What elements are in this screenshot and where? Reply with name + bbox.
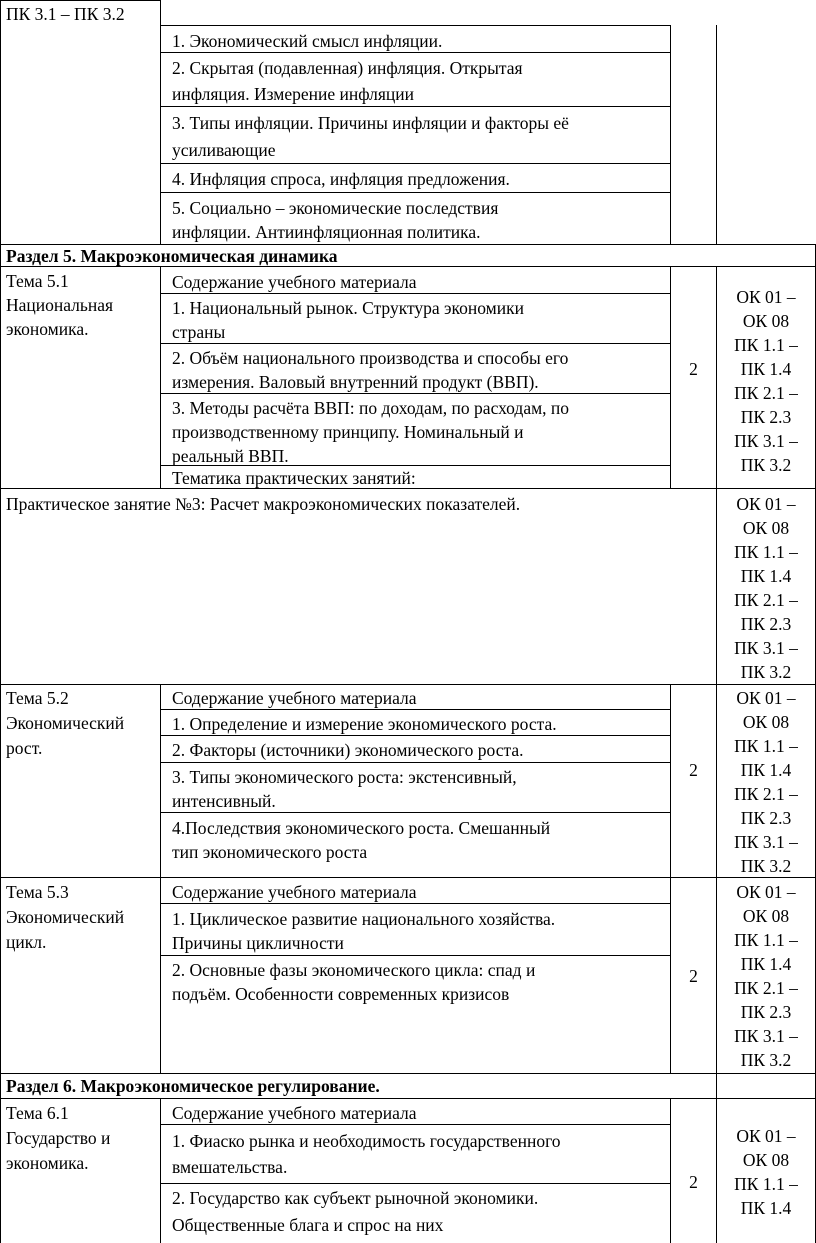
rule	[160, 1183, 670, 1184]
competency-code: ПК 1.1 –	[734, 736, 798, 756]
content-item: 1. Определение и измерение экономического роста.	[172, 714, 557, 734]
topic-title: Тема 5.1	[6, 271, 69, 291]
competency-code: ОК 08	[742, 712, 790, 732]
content-header: Содержание учебного материала	[172, 272, 417, 292]
content-header: Содержание учебного материала	[172, 688, 417, 708]
competency-code: ПК 3.2	[740, 856, 792, 876]
content-item: 4.Последствия экономического роста. Смешанный	[172, 818, 551, 838]
rule	[0, 0, 1, 1243]
content-item: 1. Фиаско рынка и необходимость государственного	[172, 1131, 561, 1151]
rule	[160, 684, 161, 1073]
rule	[0, 684, 816, 685]
content-item: 5. Социально – экономические последствия	[172, 198, 499, 218]
competency-code: ОК 08	[742, 518, 790, 538]
content-item: реальный ВВП.	[172, 446, 289, 466]
competency-code: ПК 1.4	[740, 954, 792, 974]
competency-code: ПК 3.1 –	[734, 832, 798, 852]
topic-title: цикл.	[6, 932, 47, 952]
rule	[160, 343, 670, 344]
content-item: 1. Циклическое развитие национального хозяйства.	[172, 909, 556, 929]
practice-item: Практическое занятие №3: Расчет макроэкономических показателей.	[6, 494, 521, 514]
rule	[0, 877, 816, 878]
rule	[160, 762, 670, 763]
content-item: тип экономического роста	[172, 842, 368, 862]
competency-code: ОК 08	[742, 906, 790, 926]
competency-code: ПК 3.2	[740, 1050, 792, 1070]
rule	[716, 25, 717, 244]
competency-code: ПК 2.3	[740, 808, 792, 828]
competency-code: ОК 01 –	[736, 494, 796, 514]
competency-code: ПК 3.1 – ПК 3.2	[6, 4, 125, 24]
competency-code: ПК 3.1 –	[734, 638, 798, 658]
content-item: 2. Факторы (источники) экономического роста.	[172, 740, 524, 760]
rule	[160, 192, 670, 193]
competency-code: ПК 3.1 –	[734, 431, 798, 451]
competency-code: ПК 1.4	[740, 1198, 792, 1218]
content-item: производственному принципу. Номинальный и	[172, 422, 524, 442]
competency-code: ОК 08	[742, 1150, 790, 1170]
rule	[0, 1098, 816, 1099]
topic-title: Тема 5.2	[6, 688, 69, 708]
content-item: 2. Объём национального производства и способы его	[172, 348, 569, 368]
content-item: страны	[172, 322, 226, 342]
rule	[160, 25, 670, 26]
competency-code: ПК 1.4	[740, 760, 792, 780]
topic-title: рост.	[6, 738, 43, 758]
topic-title: Экономический	[6, 713, 125, 733]
competency-code: ПК 1.4	[740, 566, 792, 586]
content-item: 4. Инфляция спроса, инфляция предложения.	[172, 169, 510, 189]
hours-value: 2	[689, 760, 698, 780]
content-item: 2. Государство как субъект рыночной экономики.	[172, 1188, 539, 1208]
section-title: Раздел 6. Макроэкономическое регулирование.	[6, 1076, 380, 1096]
competency-code: ОК 01 –	[736, 287, 796, 307]
topic-title: Национальная	[6, 295, 114, 315]
content-item: подъём. Особенности современных кризисов	[172, 984, 510, 1004]
competency-code: ОК 01 –	[736, 688, 796, 708]
topic-title: экономика.	[6, 319, 89, 339]
competency-code: ПК 1.1 –	[734, 930, 798, 950]
content-header: Содержание учебного материала	[172, 1103, 417, 1123]
content-item: 2. Скрытая (подавленная) инфляция. Открытая	[172, 58, 523, 78]
competency-code: ПК 2.3	[740, 614, 792, 634]
content-item: измерения. Валовый внутренний продукт (ВВП).	[172, 372, 539, 392]
content-item: инфляции. Антиинфляционная политика.	[172, 222, 481, 242]
content-item: инфляция. Измерение инфляции	[172, 84, 414, 104]
rule	[160, 266, 161, 488]
topic-title: Государство и	[6, 1128, 111, 1148]
rule	[670, 25, 671, 244]
rule	[160, 0, 161, 244]
topic-title: Тема 6.1	[6, 1103, 69, 1123]
competency-code: ПК 2.1 –	[734, 590, 798, 610]
content-item: Общественные блага и спрос на них	[172, 1215, 444, 1235]
competency-code: ПК 3.2	[740, 662, 792, 682]
competency-code: ПК 2.1 –	[734, 383, 798, 403]
practice-header: Тематика практических занятий:	[172, 468, 416, 488]
competency-code: ОК 01 –	[736, 882, 796, 902]
content-item: Причины цикличности	[172, 933, 344, 953]
topic-title: Тема 5.3	[6, 882, 69, 902]
content-item: 3. Типы инфляции. Причины инфляции и факторы её	[172, 113, 569, 133]
rule	[0, 0, 160, 1]
content-item: 3. Методы расчёта ВВП: по доходам, по расходам, по	[172, 398, 570, 418]
rule	[160, 106, 670, 107]
hours-value: 2	[689, 359, 698, 379]
content-item: 1. Национальный рынок. Структура экономики	[172, 298, 524, 318]
competency-code: ОК 08	[742, 311, 790, 331]
competency-code: ПК 1.1 –	[734, 335, 798, 355]
competency-code: ОК 01 –	[736, 1126, 796, 1146]
content-item: интенсивный.	[172, 791, 276, 811]
competency-code: ПК 2.3	[740, 407, 792, 427]
competency-code: ПК 1.1 –	[734, 542, 798, 562]
content-item: усиливающие	[172, 140, 276, 160]
competency-code: ПК 1.4	[740, 359, 792, 379]
hours-value: 2	[689, 966, 698, 986]
competency-code: ПК 3.1 –	[734, 1026, 798, 1046]
competency-code: ПК 2.1 –	[734, 784, 798, 804]
topic-title: Экономический	[6, 907, 125, 927]
rule	[670, 684, 671, 1073]
rule	[160, 163, 670, 164]
rule	[160, 955, 670, 956]
content-item: 1. Экономический смысл инфляции.	[172, 31, 443, 51]
competency-code: ПК 2.3	[740, 1002, 792, 1022]
competency-code: ПК 2.1 –	[734, 978, 798, 998]
topic-title: экономика.	[6, 1153, 89, 1173]
section-title: Раздел 5. Макроэкономическая динамика	[6, 246, 338, 266]
competency-code: ПК 1.1 –	[734, 1174, 798, 1194]
content-header: Содержание учебного материала	[172, 882, 417, 902]
content-item: 3. Типы экономического роста: экстенсивный,	[172, 767, 517, 787]
content-item: вмешательства.	[172, 1157, 288, 1177]
rule	[160, 1098, 161, 1243]
competency-code: ПК 3.2	[740, 455, 792, 475]
hours-value: 2	[689, 1172, 698, 1192]
content-item: 2. Основные фазы экономического цикла: спад и	[172, 960, 536, 980]
